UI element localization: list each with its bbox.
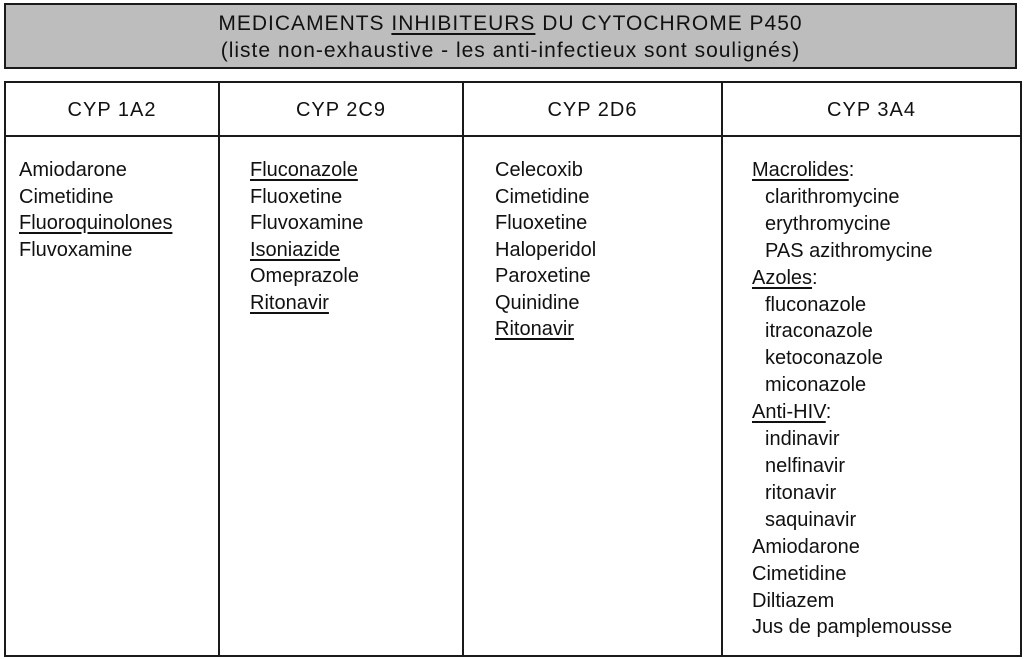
title-suffix: DU CYTOCHROME P450 [535,12,803,35]
drug-name: Isoniazide [250,238,341,261]
drug-group-heading [752,265,1020,292]
drug-name: Fluoxetine [495,212,588,234]
column-cyp-2c9 [220,83,464,655]
drug-name: saquinavir [765,508,857,531]
drug-name: Azoles [752,266,813,289]
drug-name: Ritonavir [250,291,329,314]
cyp-table [4,81,1022,657]
column-cyp-1a2 [6,83,220,655]
drug-subitem [752,292,1020,319]
drug-name: nelfinavir [765,454,846,477]
drug-name: Cimetidine [495,185,590,208]
drug-item [752,561,1020,588]
drug-name: ritonavir [765,481,837,504]
column-header: CYP 3A4 [723,83,1020,137]
drug-name: fluconazole [765,293,867,316]
column-header: CYP 1A2 [6,83,218,137]
drug-name: Cimetidine [752,562,847,585]
drug-subitem [752,507,1020,534]
drug-item [19,237,218,264]
drug-subitem [752,211,1020,238]
drug-name: Fluoxetine [250,185,343,208]
drug-name: Celecoxib [495,159,583,181]
drug-name: Cimetidine [19,185,114,208]
title-box [4,3,1017,69]
drug-subitem [752,480,1020,507]
title-main [6,10,1015,37]
drug-name: Quinidine [495,291,580,314]
drug-name: miconazole [765,374,867,397]
drug-name: Jus de pamplemousse [752,616,953,639]
drug-item [250,184,462,211]
drug-item [250,263,462,290]
title-keyword: INHIBITEURS [391,12,536,35]
drug-item [19,157,218,184]
drug-item [495,157,721,184]
drug-item [495,316,721,343]
group-colon: : [825,401,832,424]
drug-item [250,290,462,317]
drug-item [495,210,721,237]
drug-name: Fluoroquinolones [19,212,173,234]
drug-list [220,137,462,316]
drug-item [495,290,721,317]
drug-name: Macrolides [752,159,849,181]
drug-name: Amiodarone [19,159,127,181]
drug-item [752,588,1020,615]
drug-subitem [752,453,1020,480]
drug-item [752,534,1020,561]
drug-name: Ritonavir [495,318,574,340]
drug-name: Fluvoxamine [250,212,364,234]
drug-item [19,210,218,237]
title-subtitle: (liste non-exhaustive - les anti-infectieux sont soulignés) [220,39,801,62]
drug-list [464,137,721,343]
group-colon: : [812,266,818,289]
drug-name: erythromycine [765,212,891,235]
drug-subitem [752,345,1020,372]
drug-name: Haloperidol [495,238,597,261]
drug-name: itraconazole [765,320,873,343]
drug-name: ketoconazole [765,347,883,370]
column-cyp-2d6 [464,83,723,655]
column-cyp-3a4 [723,83,1020,655]
drug-item [495,237,721,264]
drug-list [723,137,1020,641]
drug-list [6,137,218,263]
drug-item [495,263,721,290]
drug-subitem [752,426,1020,453]
drug-name: Omeprazole [250,265,359,287]
drug-group-heading [752,157,1020,184]
drug-name: indinavir [765,428,840,451]
drug-item [250,157,462,184]
drug-subitem [752,372,1020,399]
title-prefix: MEDICAMENTS [218,12,392,35]
drug-subitem [752,238,1020,265]
drug-item [19,184,218,211]
drug-item [752,614,1020,641]
column-header: CYP 2C9 [220,83,462,137]
drug-name: PAS azithromycine [765,239,933,262]
drug-group-heading [752,399,1020,426]
drug-name: Fluvoxamine [19,238,133,261]
drug-item [495,184,721,211]
drug-name: Diltiazem [752,589,835,612]
group-colon: : [848,159,855,181]
drug-name: clarithromycine [765,185,900,208]
drug-item [250,237,462,264]
drug-subitem [752,318,1020,345]
drug-subitem [752,184,1020,211]
column-header: CYP 2D6 [464,83,721,137]
drug-name: Anti-HIV [752,401,826,424]
drug-name: Paroxetine [495,265,591,287]
drug-name: Fluconazole [250,159,358,181]
drug-item [250,210,462,237]
drug-name: Amiodarone [752,535,860,558]
